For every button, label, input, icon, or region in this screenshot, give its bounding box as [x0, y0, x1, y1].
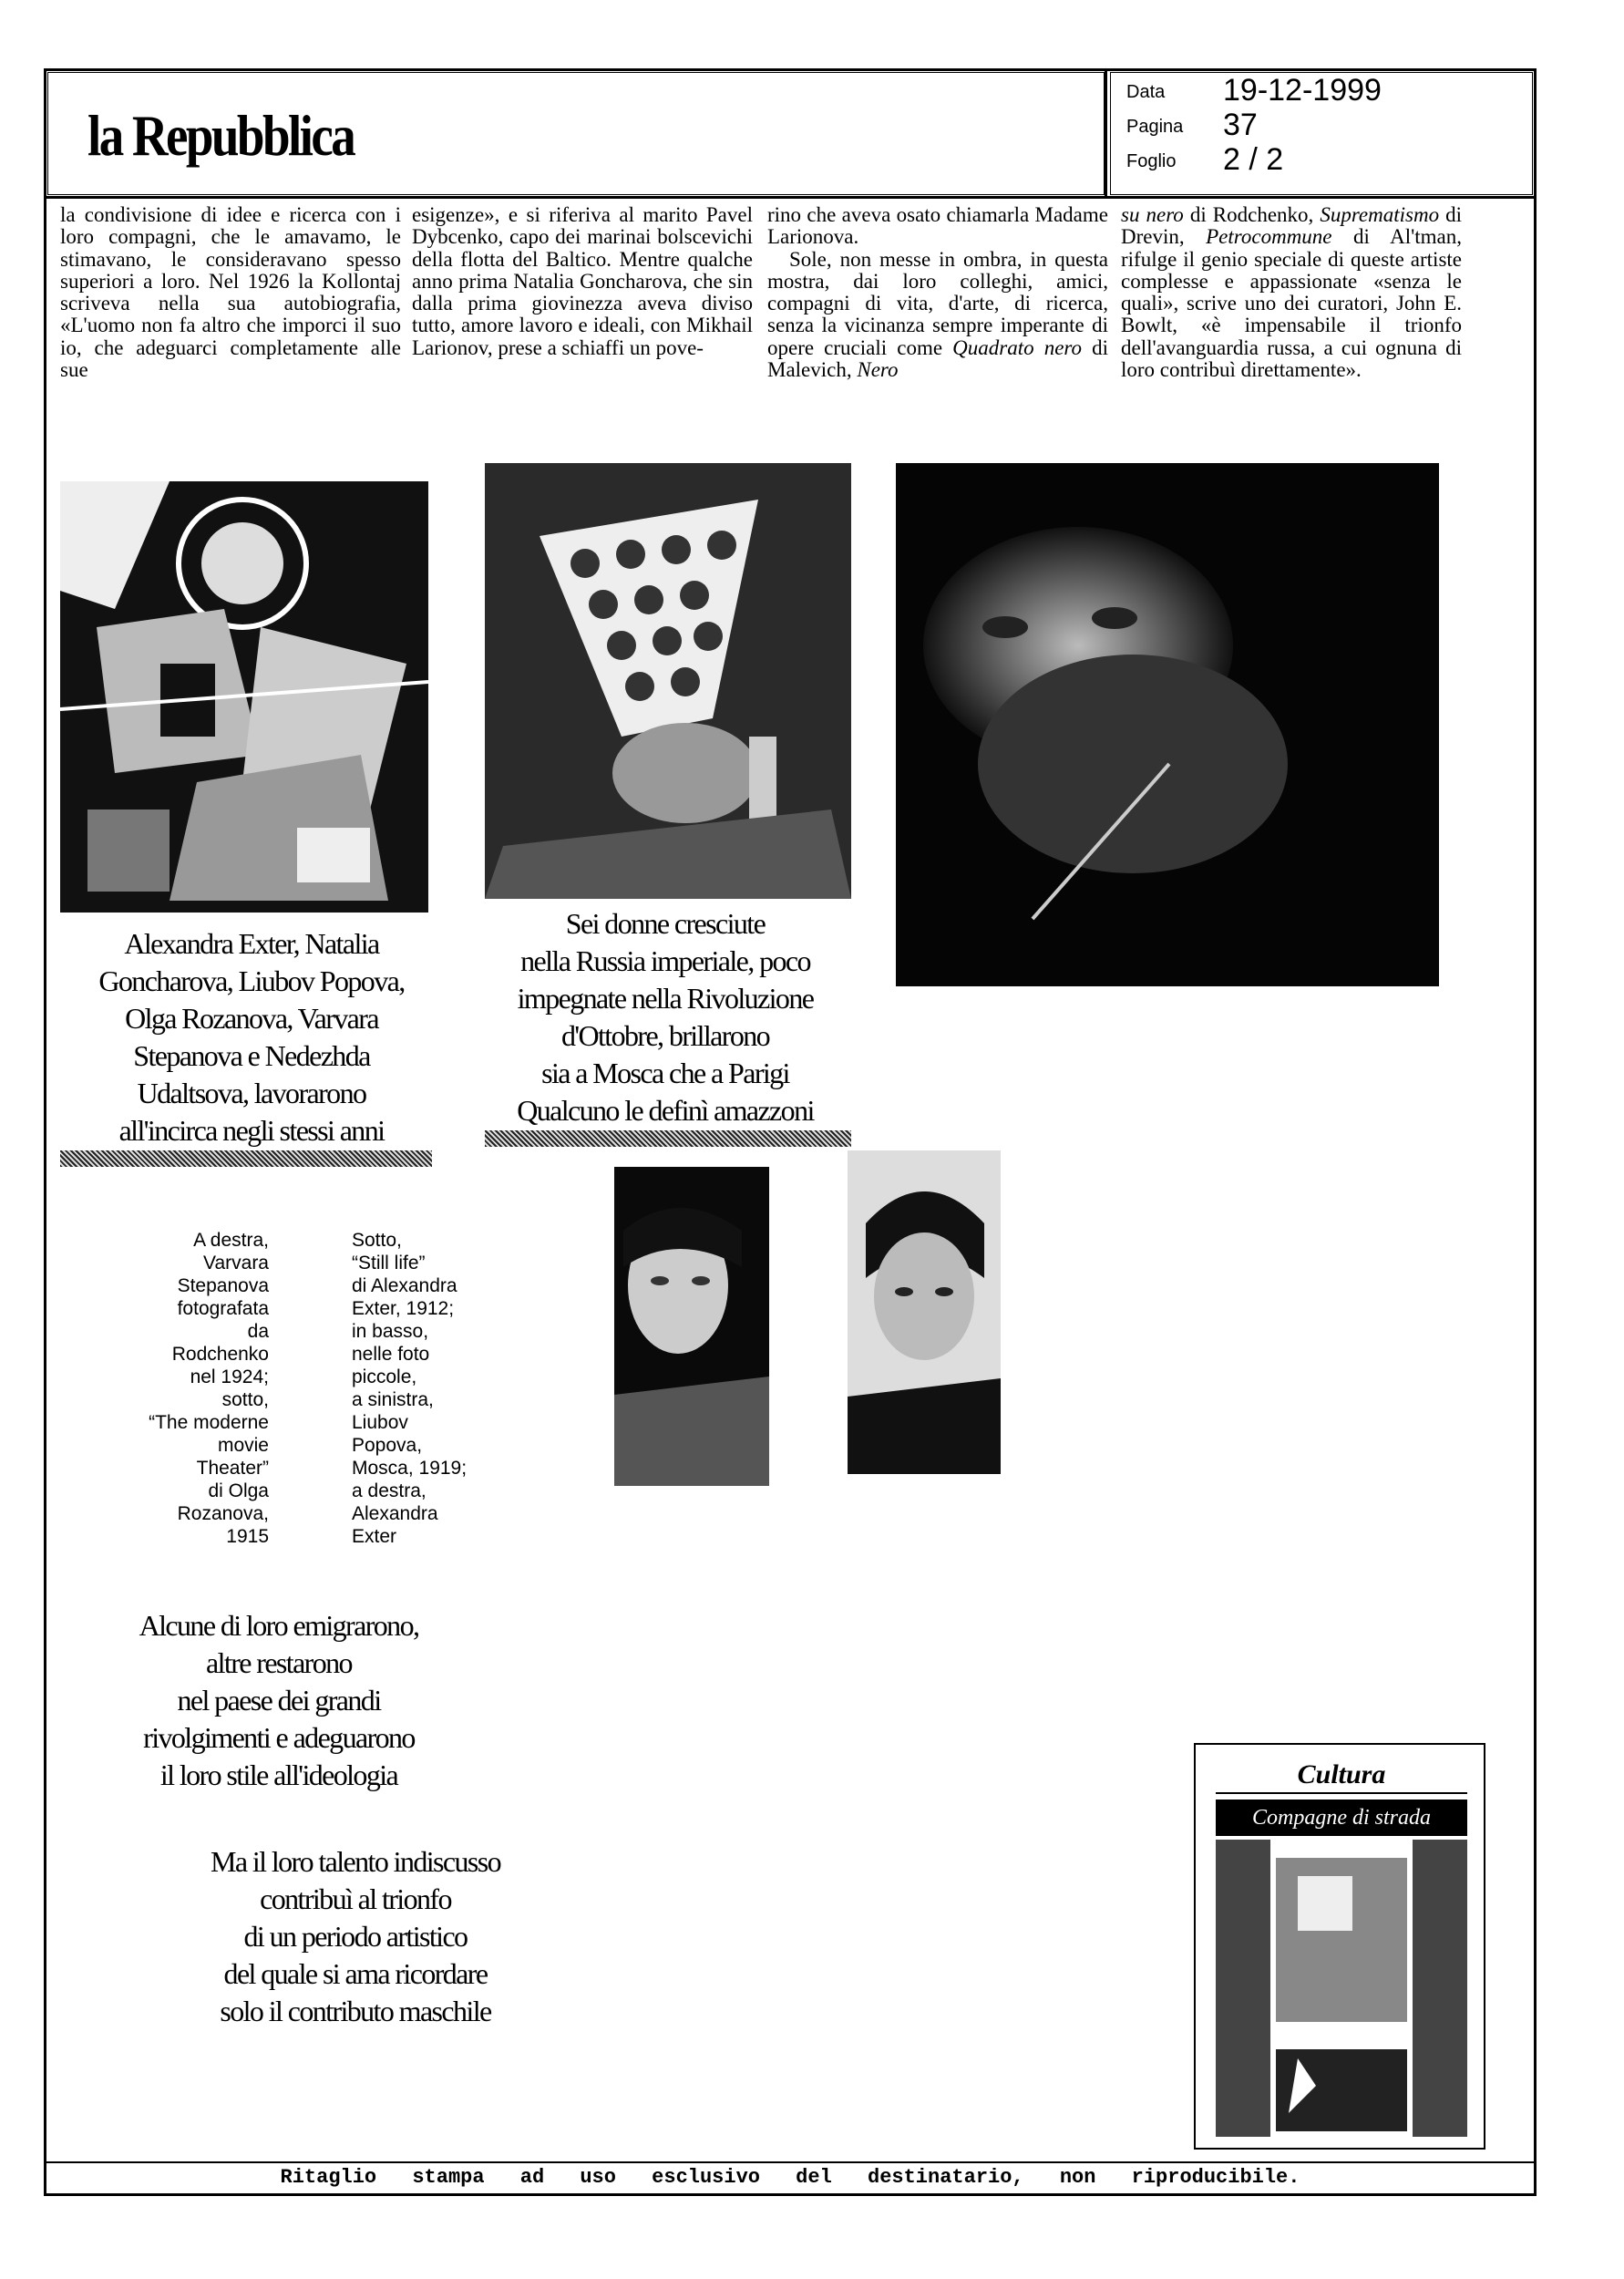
caption-line: movie — [217, 1435, 269, 1456]
caption-line: Exter — [352, 1526, 397, 1547]
artwork-title: Suprematismo — [1320, 203, 1440, 226]
pull-quote-line: il loro stile all'ideologia — [159, 1758, 398, 1791]
sheet-label: Foglio — [1126, 151, 1177, 171]
article-column-1 — [60, 204, 401, 381]
caption-line: Stepanova — [177, 1275, 269, 1296]
column-text: di Drevin, — [1121, 203, 1463, 249]
pull-quote-line: Alexandra Exter, Natalia — [124, 927, 379, 960]
artwork-title: Nero — [857, 358, 899, 382]
caption-line: Rodchenko — [171, 1344, 269, 1365]
pull-quote-line: Stepanova e Nedezhda — [133, 1039, 370, 1072]
caption-line: fotografata — [177, 1298, 269, 1319]
caption-line: Alexandra — [352, 1503, 438, 1524]
caption-line: nel 1924; — [190, 1366, 269, 1387]
article-column-4 — [1121, 204, 1462, 381]
caption-line: Popova, — [352, 1435, 423, 1456]
header-divider — [1105, 68, 1107, 198]
caption-line: Theater” — [196, 1458, 269, 1479]
sheet-value: 2 / 2 — [1223, 142, 1284, 177]
caption-line: “Still life” — [352, 1253, 426, 1274]
painting-image — [485, 463, 851, 899]
painting-image — [60, 481, 428, 913]
caption-line: di Olga — [208, 1480, 269, 1501]
pull-quote-line: solo il contributo maschile — [220, 1995, 491, 2027]
column-text: rino che aveva osato chiamarla Madame Larionova. — [767, 203, 1108, 249]
pull-quote-center — [474, 905, 857, 1129]
pull-quote-line: Goncharova, Liubov Popova, — [98, 964, 405, 997]
pull-quote-line: Udaltsova, lavorarono — [137, 1077, 366, 1109]
portrait-image — [614, 1167, 769, 1486]
footer-notice: Ritaglio stampa ad uso esclusivo del destinatario, non riproducibile. — [280, 2166, 1300, 2189]
pull-quote-line: del quale si ama ricordare — [223, 1957, 488, 1990]
column-text: Sole, non messe in ombra, in questa mostra, dai loro colleghi, amici, compagni di vita, d'arte, di ricerca, senza la vicinanza sempre imperante di opere cruciali come — [767, 247, 1108, 359]
hatched-rule — [60, 1150, 432, 1167]
caption-line: 1915 — [226, 1526, 269, 1547]
caption-line: a destra, — [352, 1480, 427, 1501]
artwork-title: Quadrato nero — [952, 335, 1083, 359]
portrait-photo-stepanova — [896, 463, 1439, 986]
header-rule — [44, 196, 1537, 199]
hatched-rule — [485, 1130, 851, 1147]
pull-quote-line: rivolgimenti e adeguarono — [143, 1721, 415, 1754]
caption-line: “The moderne — [149, 1412, 269, 1433]
pull-quote-line: Olga Rozanova, Varvara — [125, 1002, 378, 1035]
pull-quote-line: Alcune di loro emigrarono, — [139, 1609, 419, 1642]
pull-quote-line: impegnate nella Rivoluzione — [517, 982, 814, 1015]
column-text: di Al'tman, rifulge il genio speciale di queste artiste complesse e appassionate «senza le quali», scrive uno dei curatori, John E. Bowlt, «è impensabile il trionfo dell'avanguardia russa, a cui ognuna di loro contribuì direttamente». — [1121, 225, 1463, 382]
caption-line: nelle foto — [352, 1344, 430, 1365]
caption-right — [352, 1229, 488, 1548]
thumbnail-headline: Compagne di strada — [1216, 1799, 1467, 1836]
caption-line: Exter, 1912; — [352, 1298, 455, 1319]
pull-quote-line: Sei donne cresciute — [565, 907, 766, 940]
caption-line: Mosca, 1919; — [352, 1458, 468, 1479]
painting-photo-rozanova — [60, 481, 428, 913]
column-text: esigenze», e si riferiva al marito Pavel Dybcenko, capo dei marinai bolscevichi della flotta del Baltico. Mentre qualche anno prima Natalia Goncharova, che sin dalla prima giovinezza aveva diviso tutto, amore lavoro e ideali, con Mikhail Larionov, prese a schiaffi un pove- — [412, 203, 753, 359]
caption-line: Rozanova, — [177, 1503, 269, 1524]
portrait-image — [848, 1150, 1001, 1474]
artwork-title: su nero — [1121, 203, 1184, 226]
pull-quote-line: d'Ottobre, brillarono — [560, 1019, 770, 1052]
caption-line: sotto, — [221, 1389, 269, 1410]
page-thumbnail — [1194, 1743, 1485, 2150]
caption-line: A destra, — [193, 1230, 269, 1251]
column-paragraph — [767, 249, 1108, 382]
pull-quote-line: altre restarono — [206, 1646, 352, 1679]
pull-quote-line: contribuì al trionfo — [260, 1882, 451, 1915]
pull-quote-line: Ma il loro talento indiscusso — [210, 1845, 500, 1878]
caption-line: Sotto, — [352, 1230, 402, 1251]
portrait-photo-popova — [614, 1167, 769, 1486]
article-column-2 — [412, 204, 753, 359]
caption-line: Liubov — [352, 1412, 408, 1433]
caption-left — [137, 1229, 269, 1548]
column-text: di Malevich, — [767, 335, 1109, 382]
pull-quote-line: all'incirca negli stessi anni — [118, 1114, 385, 1147]
caption-line: Varvara — [203, 1253, 269, 1274]
date-value: 19-12-1999 — [1223, 73, 1382, 108]
pull-quote-bottom-1 — [87, 1607, 470, 1794]
thumbnail-layout-image — [1216, 1840, 1467, 2137]
date-label: Data — [1126, 82, 1166, 102]
painting-photo-exter-still-life — [485, 463, 851, 899]
pull-quote-line: sia a Mosca che a Parigi — [541, 1057, 789, 1089]
page-value: 37 — [1223, 108, 1258, 142]
portrait-image — [896, 463, 1439, 986]
page-label: Pagina — [1126, 117, 1184, 137]
footer-rule — [44, 2161, 1537, 2163]
pull-quote-line: di un periodo artistico — [243, 1920, 468, 1953]
pull-quote-line: nella Russia imperiale, poco — [520, 944, 810, 977]
caption-line: di Alexandra — [352, 1275, 457, 1296]
caption-line: a sinistra, — [352, 1389, 434, 1410]
caption-line: in basso, — [352, 1321, 429, 1342]
caption-line: piccole, — [352, 1366, 417, 1387]
article-column-3 — [767, 204, 1108, 381]
portrait-photo-exter — [848, 1150, 1001, 1474]
pull-quote-left — [60, 925, 443, 1150]
pull-quote-line: nel paese dei grandi — [177, 1684, 381, 1717]
artwork-title: Petrocommune — [1206, 225, 1332, 249]
pull-quote-line: Qualcuno le definì amazzoni — [517, 1094, 814, 1127]
thumbnail-section: Cultura — [1216, 1759, 1467, 1794]
newspaper-logo: la Repubblica — [87, 103, 355, 168]
column-text: la condivisione di idee e ricerca con i loro compagni, che le amavamo, le stimavano, le consideravano spesso superiori a loro. Nel 1926 la Kollontaj scriveva nella sua autobiografia, «L'uomo non fa altro che imporci il suo io, che adeguarci completamente alle sue — [60, 203, 401, 382]
pull-quote-bottom-2 — [164, 1843, 547, 2030]
column-text: di Rodchenko, — [1189, 203, 1314, 226]
caption-line: da — [247, 1321, 269, 1342]
